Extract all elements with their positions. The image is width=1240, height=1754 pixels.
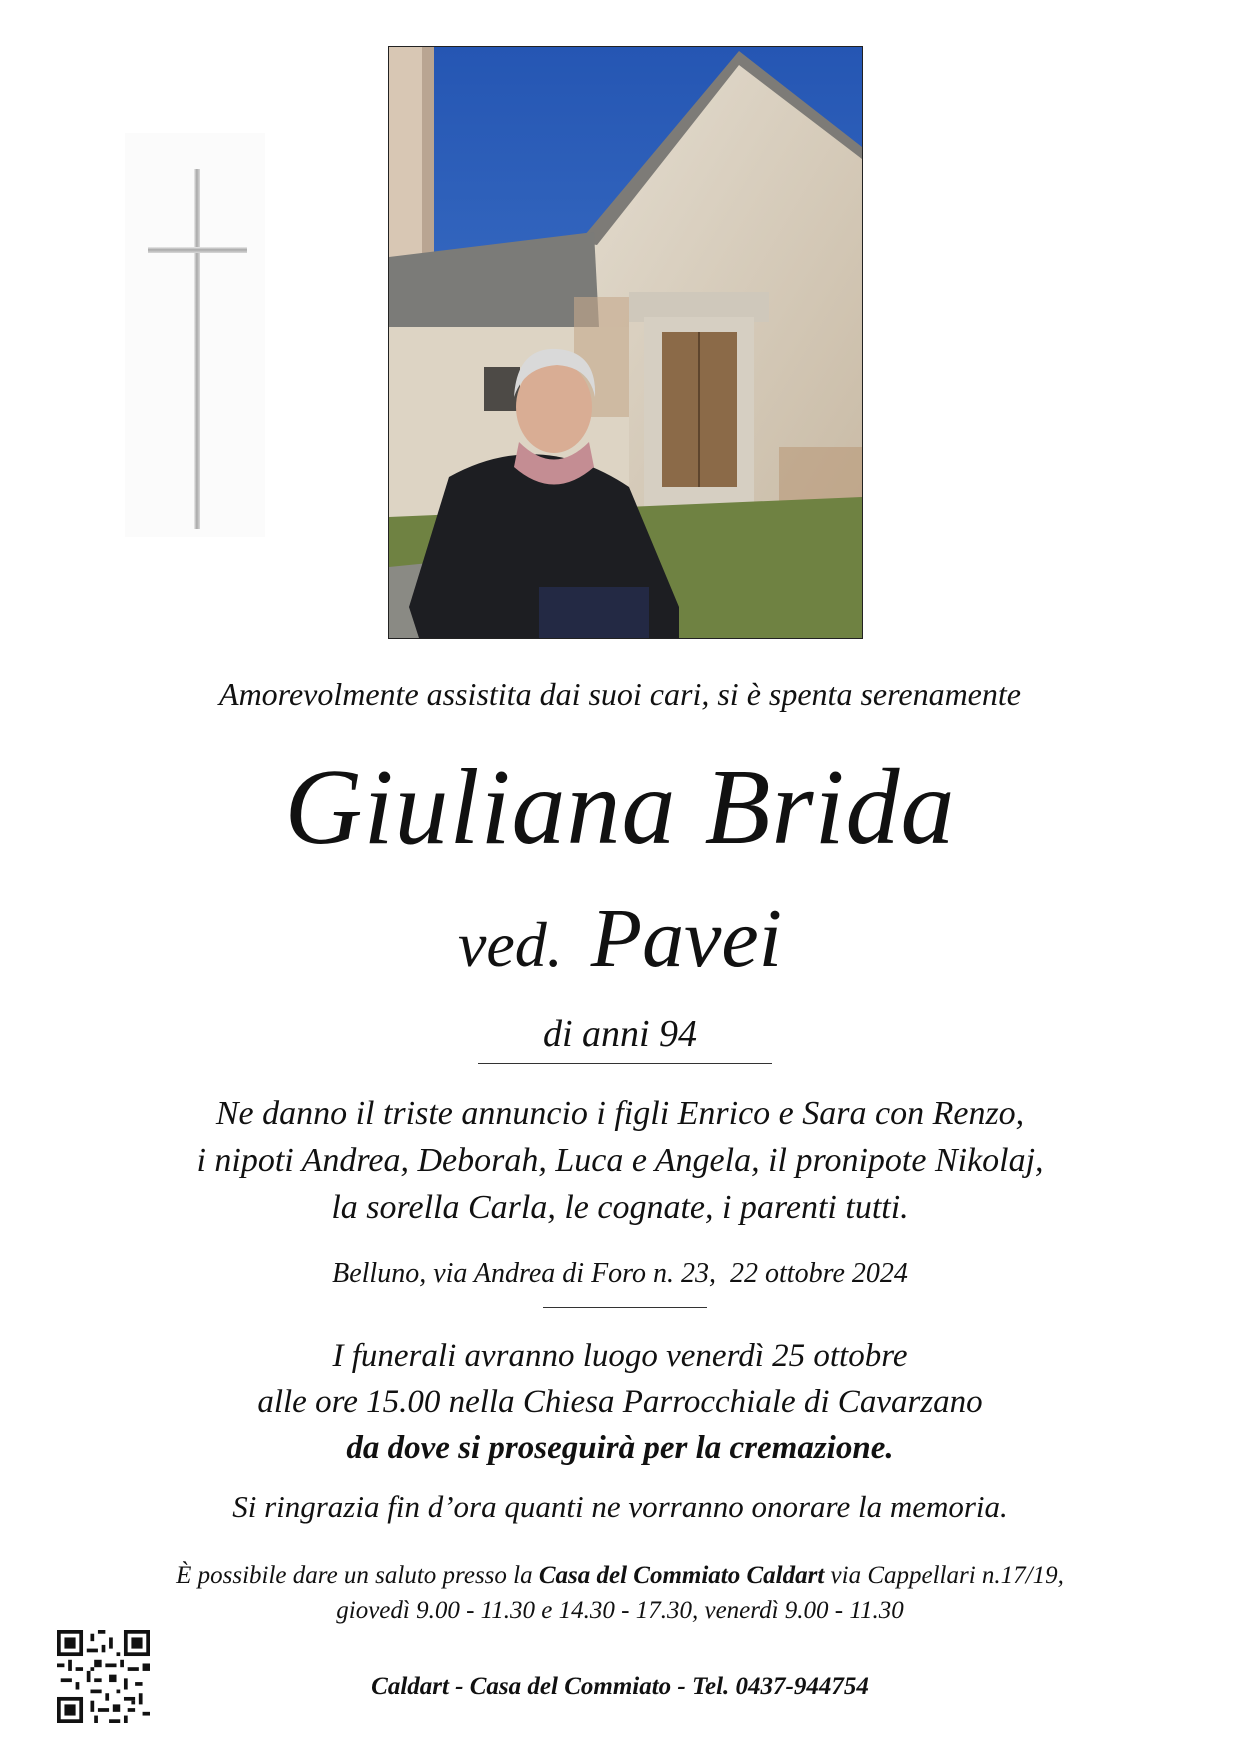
place-date-text: Belluno, via Andrea di Foro n. 23, 22 ottobre 2024 (332, 1258, 908, 1289)
visitation-venue: Casa del Commiato Caldart (538, 1562, 825, 1589)
age-text: di anni 94 (542, 1013, 698, 1055)
visitation-block (0, 1558, 1240, 1628)
funeral-line: I funerali avranno luogo venerdì 25 ottobre (332, 1338, 908, 1374)
cross-horizontal-bar (148, 247, 247, 253)
footer-contact: Caldart - Casa del Commiato - Tel. 0437-944754 (371, 1673, 869, 1700)
deceased-name: Giuliana Brida (284, 748, 956, 867)
intro-text: Amorevolmente assistita dai suoi cari, si è spenta serenamente (219, 676, 1021, 712)
place-date (0, 1258, 1240, 1290)
announcement-line: i nipoti Andrea, Deborah, Luca e Angela, il pronipote Nikolaj, (196, 1142, 1044, 1179)
thanks-text: Si ringrazia fin d’ora quanti ne vorranno onorare la memoria. (232, 1489, 1008, 1524)
portrait-photo (388, 46, 863, 639)
funeral-cremation-line: da dove si proseguirà per la cremazione. (346, 1430, 894, 1466)
funeral-line: alle ore 15.00 nella Chiesa Parrocchiale di Cavarzano (257, 1384, 983, 1420)
announcement-line: la sorella Carla, le cognate, i parenti tutti. (331, 1189, 909, 1226)
married-surname: Pavei (590, 892, 783, 985)
visitation-line (0, 1558, 1240, 1593)
portrait-photo-illustration (389, 47, 862, 638)
married-prefix: ved. (457, 909, 563, 980)
announcement-line: Ne danno il triste annuncio i figli Enrico e Sara con Renzo, (215, 1095, 1025, 1132)
visitation-intro: È possibile dare un saluto presso la (176, 1562, 539, 1589)
announcement-block (0, 1090, 1240, 1231)
divider (543, 1307, 707, 1308)
married-name-line (0, 890, 1240, 987)
cross-vertical-bar (194, 169, 200, 529)
visitation-address: via Cappellari n.17/19, (824, 1562, 1064, 1589)
visitation-hours: giovedì 9.00 - 11.30 e 14.30 - 17.30, venerdì 9.00 - 11.30 (336, 1597, 904, 1624)
divider (478, 1063, 772, 1064)
cross-icon (125, 133, 265, 537)
funeral-block (0, 1333, 1240, 1471)
